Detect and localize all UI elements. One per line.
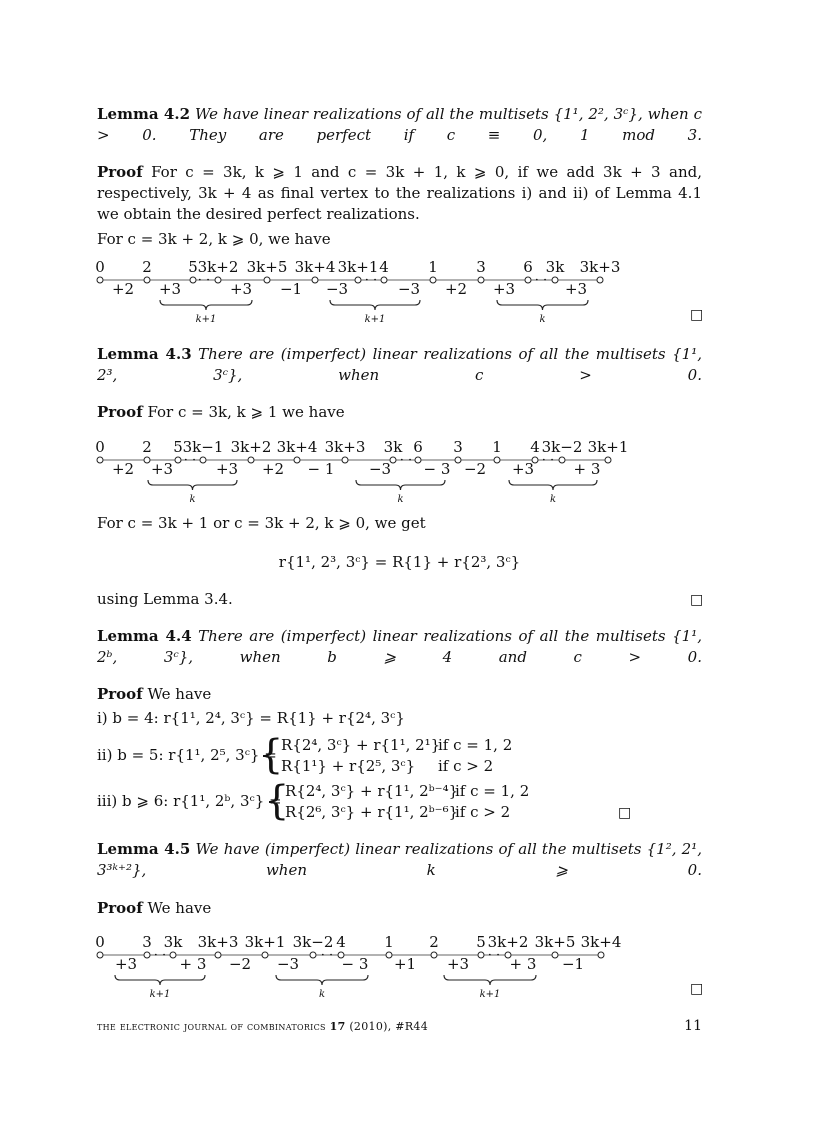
ellipsis-dots: · · — [364, 273, 378, 288]
step-label: +2 — [111, 280, 135, 298]
case-ii-cond1: if c = 1, 2 — [438, 736, 513, 754]
step-label: −3 — [276, 955, 300, 973]
vertex-label: 0 — [95, 438, 105, 456]
case-ii-cond2: if c > 2 — [438, 757, 494, 775]
underbrace — [444, 975, 536, 985]
proof-4-2 — [97, 162, 702, 225]
vertex-node — [310, 952, 316, 958]
vertex-node — [478, 277, 484, 283]
vertex-label: 3 — [476, 258, 486, 276]
lemma-label: Lemma 4.3 — [97, 345, 192, 363]
lemma-label: Lemma 4.5 — [97, 840, 191, 858]
proof-4-3-case2: For c = 3k + 1 or c = 3k + 2, k ⩾ 0, we get — [97, 514, 426, 532]
proof-4-4 — [97, 684, 702, 705]
step-label: − 3 — [423, 460, 451, 478]
brace-count: k — [397, 494, 404, 505]
vertex-label: 3k+3 — [197, 933, 239, 951]
vertex-node — [431, 952, 437, 958]
step-label: −3 — [397, 280, 421, 298]
ellipsis-dots: · · — [541, 453, 555, 468]
vertex-node — [598, 952, 604, 958]
vertex-node — [144, 952, 150, 958]
formula-lemma-3-4: r{1¹, 2³, 3ᶜ} = R{1} + r{2³, 3ᶜ} — [278, 553, 521, 571]
vertex-label: 3 — [142, 933, 152, 951]
lemma-statement: There are (imperfect) linear realizations of all the multisets {1¹, 2ᵇ, 3ᶜ}, when b ⩾ 4 and c > 0. — [97, 627, 702, 666]
vertex-label: 3k+2 — [230, 438, 272, 456]
journal-issue: (2010), #R44 — [349, 1020, 428, 1033]
proof-text: We have — [147, 685, 212, 703]
ellipsis-dots: · · — [320, 948, 334, 963]
vertex-node — [215, 277, 221, 283]
case-iii-row2: R{2⁶, 3ᶜ} + r{1¹, 2ᵇ⁻⁶} — [285, 803, 459, 821]
step-label: +3 — [229, 280, 253, 298]
vertex-label: 3k+1 — [337, 258, 379, 276]
vertex-node — [312, 277, 318, 283]
vertex-label: 1 — [384, 933, 394, 951]
step-label: + 3 — [509, 955, 537, 973]
vertex-node — [478, 952, 484, 958]
case-i: i) b = 4: r{1¹, 2⁴, 3ᶜ} = R{1} + r{2⁴, 3ᶜ} — [97, 709, 405, 727]
journal-volume: 17 — [329, 1020, 346, 1033]
vertex-node — [552, 952, 558, 958]
step-label: +3 — [564, 280, 588, 298]
step-label: −2 — [228, 955, 252, 973]
underbrace — [497, 300, 588, 310]
vertex-label: 3k+4 — [580, 933, 622, 951]
vertex-label: 3k+2 — [487, 933, 529, 951]
vertex-label: 3k+3 — [324, 438, 366, 456]
brace-count: k+1 — [195, 314, 217, 325]
step-label: +3 — [446, 955, 470, 973]
vertex-node — [294, 457, 300, 463]
brace-count: k+1 — [149, 989, 171, 1000]
brace-count: k — [549, 494, 557, 505]
vertex-label: 4 — [336, 933, 346, 951]
step-label: + 3 — [573, 460, 601, 478]
step-label: −2 — [463, 460, 487, 478]
step-label: +2 — [111, 460, 135, 478]
step-label: +3 — [114, 955, 138, 973]
proof-label: Proof — [97, 685, 143, 703]
vertex-label: 6 — [413, 438, 423, 456]
proof-4-2-case: For c = 3k + 2, k ⩾ 0, we have — [97, 230, 331, 248]
step-label: − 1 — [307, 460, 335, 478]
qed-symbol: □ — [618, 805, 632, 821]
vertex-label: 3k−2 — [292, 933, 334, 951]
left-brace: { — [258, 732, 284, 778]
lemma-statement: There are (imperfect) linear realizations of all the multisets {1¹, 2³, 3ᶜ}, when c > 0. — [97, 345, 702, 384]
proof-text: For c = 3k, k ⩾ 1 we have — [147, 403, 345, 421]
brace-count: k — [539, 314, 546, 325]
case-iii-lhs: iii) b ⩾ 6: r{1¹, 2ᵇ, 3ᶜ} = — [97, 792, 282, 810]
vertex-node — [597, 277, 603, 283]
proof-4-3 — [97, 402, 702, 423]
vertex-label: 3k+4 — [276, 438, 318, 456]
realization-sequence-2 — [0, 430, 816, 510]
lemma-label: Lemma 4.2 — [97, 105, 191, 123]
underbrace — [509, 480, 597, 490]
proof-label: Proof — [97, 899, 143, 917]
step-label: −1 — [561, 955, 585, 973]
vertex-node — [605, 457, 611, 463]
step-label: − 3 — [341, 955, 369, 973]
vertex-label: 5 — [173, 438, 183, 456]
vertex-label: 4 — [379, 258, 389, 276]
proof-4-3-using: using Lemma 3.4. — [97, 590, 233, 608]
underbrace — [330, 300, 420, 310]
vertex-label: 3k — [545, 258, 565, 276]
underbrace — [148, 480, 237, 490]
case-ii-lhs: ii) b = 5: r{1¹, 2⁵, 3ᶜ} = — [97, 746, 277, 764]
lemma-statement: We have linear realizations of all the multisets {1¹, 2², 3ᶜ}, when c > 0. They are perfect if c ≡ 0, 1 mod 3. — [97, 105, 702, 144]
underbrace — [160, 300, 252, 310]
vertex-node — [494, 457, 500, 463]
vertex-node — [381, 277, 387, 283]
brace-count: k+1 — [479, 989, 501, 1000]
vertex-label: 1 — [428, 258, 438, 276]
ellipsis-dots: · · — [534, 273, 548, 288]
proof-label: Proof — [97, 163, 143, 181]
vertex-node — [190, 277, 196, 283]
underbrace — [356, 480, 445, 490]
ellipsis-dots: · · — [399, 453, 413, 468]
vertex-node — [175, 457, 181, 463]
vertex-label: 3k+5 — [534, 933, 576, 951]
step-label: −3 — [325, 280, 349, 298]
vertex-node — [415, 457, 421, 463]
vertex-label: 4 — [530, 438, 540, 456]
vertex-label: 3k+5 — [246, 258, 288, 276]
vertex-node — [430, 277, 436, 283]
vertex-label: 3 — [453, 438, 463, 456]
vertex-label: 3k — [163, 933, 183, 951]
vertex-node — [248, 457, 254, 463]
vertex-node — [170, 952, 176, 958]
vertex-node — [97, 952, 103, 958]
vertex-node — [342, 457, 348, 463]
vertex-label: 3k+2 — [197, 258, 239, 276]
case-ii-row1: R{2⁴, 3ᶜ} + r{1¹, 2¹} — [281, 736, 441, 754]
brace-count: k+1 — [364, 314, 386, 325]
vertex-label: 2 — [429, 933, 439, 951]
step-label: −1 — [279, 280, 303, 298]
vertex-node — [264, 277, 270, 283]
lemma-4-5 — [97, 839, 702, 881]
vertex-node — [355, 277, 361, 283]
proof-label: Proof — [97, 403, 143, 421]
vertex-node — [559, 457, 565, 463]
underbrace — [276, 975, 368, 985]
step-label: +3 — [215, 460, 239, 478]
lemma-4-3 — [97, 344, 702, 386]
vertex-node — [200, 457, 206, 463]
ellipsis-dots: · · — [183, 453, 197, 468]
vertex-node — [525, 277, 531, 283]
vertex-node — [97, 457, 103, 463]
step-label: +2 — [444, 280, 468, 298]
lemma-label: Lemma 4.4 — [97, 627, 192, 645]
vertex-label: 2 — [142, 438, 152, 456]
vertex-node — [552, 277, 558, 283]
lemma-4-4 — [97, 626, 702, 668]
case-ii-row2: R{1¹} + r{2⁵, 3ᶜ} — [281, 757, 416, 775]
vertex-label: 3k−2 — [541, 438, 583, 456]
case-iii-row1: R{2⁴, 3ᶜ} + r{1¹, 2ᵇ⁻⁴} — [285, 782, 459, 800]
journal-name: the electronic journal of combinatorics — [97, 1020, 326, 1033]
case-iii-cond2: if c > 2 — [455, 803, 511, 821]
vertex-label: 0 — [95, 933, 105, 951]
proof-text: For c = 3k, k ⩾ 1 and c = 3k + 1, k ⩾ 0, if we add 3k + 3 and, respectively, 3k + 4 as final vertex to the realizations i) and ii) of Lemma 4.1 we obtain the desired perfect realizations. — [97, 163, 702, 223]
vertex-node — [455, 457, 461, 463]
ellipsis-dots: · · — [153, 948, 167, 963]
step-label: +3 — [150, 460, 174, 478]
lemma-4-2 — [97, 104, 702, 146]
vertex-label: 3k+3 — [579, 258, 621, 276]
vertex-label: 3k+4 — [294, 258, 336, 276]
vertex-label: 3k — [383, 438, 403, 456]
lemma-statement: We have (imperfect) linear realizations of all the multisets {1², 2¹, 3³ᵏ⁺²}, when k ⩾ 0. — [97, 840, 702, 879]
vertex-node — [144, 457, 150, 463]
brace-count: k — [189, 494, 196, 505]
vertex-node — [386, 952, 392, 958]
vertex-label: 5 — [188, 258, 198, 276]
step-label: −3 — [368, 460, 392, 478]
step-label: +1 — [393, 955, 417, 973]
step-label: + 3 — [179, 955, 207, 973]
step-label: +3 — [158, 280, 182, 298]
vertex-label: 3k−1 — [182, 438, 224, 456]
vertex-node — [262, 952, 268, 958]
step-label: +3 — [492, 280, 516, 298]
step-label: +2 — [261, 460, 285, 478]
step-label: +3 — [511, 460, 535, 478]
qed-symbol: □ — [690, 307, 704, 323]
page-footer — [97, 1020, 702, 1033]
vertex-label: 2 — [142, 258, 152, 276]
vertex-node — [215, 952, 221, 958]
vertex-label: 0 — [95, 258, 105, 276]
underbrace — [115, 975, 205, 985]
qed-symbol: □ — [690, 981, 704, 997]
vertex-label: 3k+1 — [587, 438, 629, 456]
proof-4-5 — [97, 898, 702, 919]
vertex-node — [144, 277, 150, 283]
proof-text: We have — [147, 899, 212, 917]
left-brace: { — [264, 778, 290, 824]
ellipsis-dots: · · — [197, 273, 211, 288]
vertex-label: 1 — [492, 438, 502, 456]
qed-symbol: □ — [690, 592, 704, 608]
vertex-node — [97, 277, 103, 283]
vertex-label: 6 — [523, 258, 533, 276]
case-iii-cond1: if c = 1, 2 — [455, 782, 530, 800]
ellipsis-dots: · · — [487, 948, 501, 963]
vertex-label: 3k+1 — [244, 933, 286, 951]
page-number: 11 — [684, 1018, 702, 1034]
brace-count: k — [318, 989, 326, 1000]
vertex-label: 5 — [476, 933, 486, 951]
